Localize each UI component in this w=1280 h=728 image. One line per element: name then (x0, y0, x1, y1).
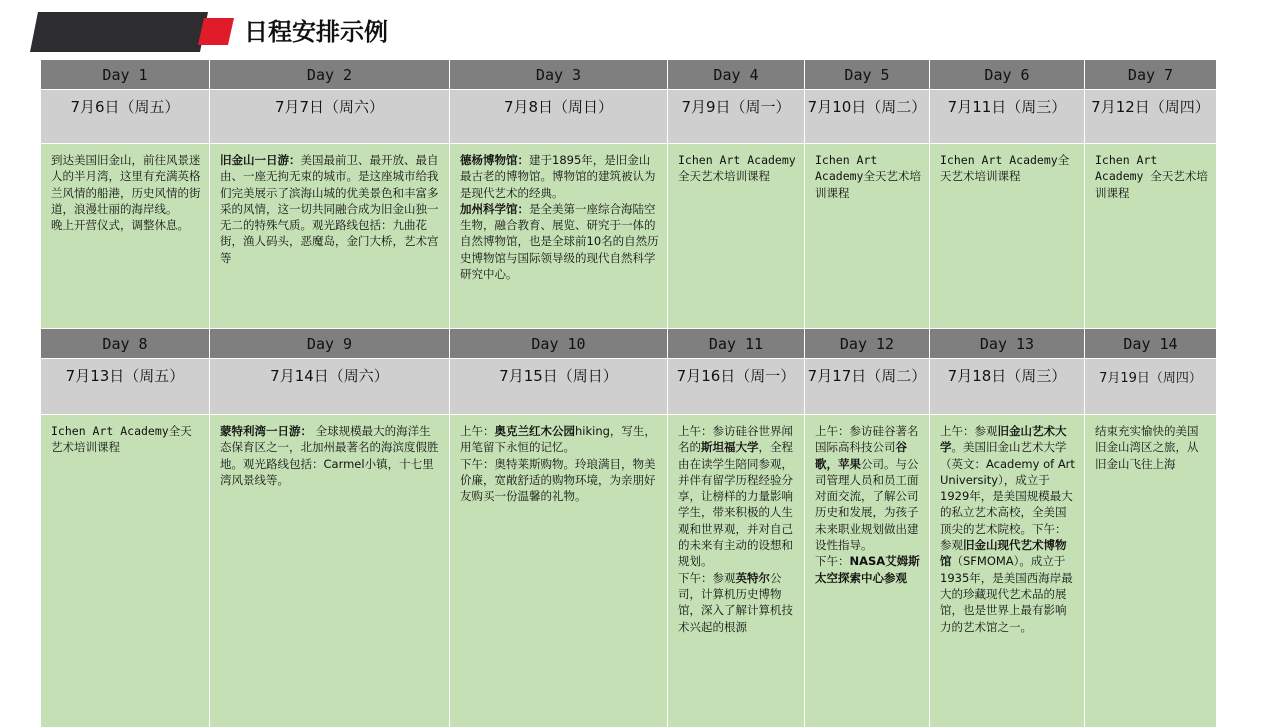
date-cell: 7月17日（周二） (805, 359, 930, 415)
day-label: Day 13 (930, 329, 1085, 359)
itinerary-text: （SFMOMA）。成立于1935年，是美国西海岸最大的珍藏现代艺术品的展馆，也是世界上最有影响力的艺术馆之一。 (940, 554, 1073, 634)
day-label: Day 8 (41, 329, 210, 359)
itinerary-cell (805, 144, 930, 329)
itinerary-text: Ichen Art Academy全天艺术培训课程 (678, 153, 796, 184)
itinerary-text: Ichen Art Academy全天艺术培训课程 (51, 424, 192, 455)
date-cell: 7月19日（周四） (1085, 359, 1217, 415)
itinerary-text: 下午：参观 (678, 570, 736, 585)
itinerary-cell (1085, 144, 1217, 329)
itinerary-text: 上午： (460, 424, 495, 438)
content-row-week2 (41, 415, 1217, 728)
highlight-text: 蒙特利湾一日游： (220, 424, 312, 438)
date-row-week1 (41, 90, 1217, 144)
itinerary-cell (450, 144, 668, 329)
itinerary-text: Ichen Art Academy全天艺术培训课程 (940, 153, 1070, 184)
itinerary-text: 。美国旧金山艺术大学（英文：Academy of Art University），成立于1929年，是美国规模最大的私立艺术高校，全美国顶尖的艺术院校。下午：参观 (940, 440, 1075, 553)
itinerary-text: 下午：奥特莱斯购物。玲琅满目，物美价廉，宽敞舒适的购物环境，为亲朋好友购买一份温馨的礼物。 (460, 456, 656, 504)
date-cell: 7月11日（周三） (930, 90, 1085, 144)
highlight-text: NASA艾姆斯太空探索中心参观 (815, 554, 920, 585)
itinerary-cell (210, 144, 450, 329)
itinerary-text: 全球规模最大的海洋生态保育区之一，北加州最著名的海滨度假胜地。观光路线包括：Carmel小镇，十七里湾风景线等。 (220, 424, 439, 487)
highlight-text: 谷歌，苹果 (815, 440, 907, 471)
itinerary-cell (450, 415, 668, 728)
date-cell: 7月10日（周二） (805, 90, 930, 144)
day-label: Day 3 (450, 60, 668, 90)
day-label: Day 1 (41, 60, 210, 90)
date-cell: 7月14日（周六） (210, 359, 450, 415)
date-cell: 7月18日（周三） (930, 359, 1085, 415)
day-header-row-week2 (41, 329, 1217, 359)
itinerary-cell (930, 144, 1085, 329)
date-cell: 7月8日（周日） (450, 90, 668, 144)
date-cell: 7月6日（周五） (41, 90, 210, 144)
day-label: Day 2 (210, 60, 450, 90)
date-cell: 7月7日（周六） (210, 90, 450, 144)
highlight-text: 奥克兰红木公园 (494, 424, 575, 438)
page-title: 日程安排示例 (244, 18, 388, 46)
highlight-text: 加州科学馆： (460, 201, 529, 216)
itinerary-text: 结束充实愉快的美国旧金山湾区之旅，从旧金山飞往上海 (1095, 424, 1199, 471)
itinerary-text: 上午：参访硅谷世界闻名的 (678, 424, 793, 455)
highlight-text: 旧金山一日游： (220, 153, 301, 167)
schedule-table (40, 59, 1217, 728)
day-header-row-week1 (41, 60, 1217, 90)
highlight-text: 旧金山艺术大学 (940, 424, 1067, 455)
highlight-text: 旧金山现代艺术博物馆 (940, 538, 1067, 569)
content-row-week1 (41, 144, 1217, 329)
highlight-text: 英特尔 (735, 570, 770, 585)
day-label: Day 7 (1085, 60, 1217, 90)
day-label: Day 9 (210, 329, 450, 359)
itinerary-text: ，全程由在读学生陪同参观，并伴有留学历程经验分享，让榜样的力量影响学生，带来积极的人生观和世界观，并对自己的未来有主动的设想和规划。 (678, 440, 793, 569)
date-cell: 7月16日（周一） (668, 359, 805, 415)
date-cell: 7月12日（周四） (1085, 90, 1217, 144)
itinerary-text: hiking，写生，用笔留下永恒的记忆。 (460, 424, 656, 455)
date-cell: 7月13日（周五） (41, 359, 210, 415)
itinerary-cell (41, 415, 210, 728)
highlight-text: 斯坦福大学 (701, 440, 759, 455)
itinerary-text: 上午：参访硅谷著名国际高科技公司 (815, 424, 919, 455)
day-label: Day 10 (450, 329, 668, 359)
itinerary-cell (668, 415, 805, 728)
itinerary-cell (210, 415, 450, 728)
title-decoration-dark-bar (30, 12, 208, 52)
itinerary-text: 到达美国旧金山，前往风景迷人的半月湾，这里有充满英格兰风情的船港，历史风情的街道，浪漫壮丽的海岸线。 (51, 153, 201, 216)
itinerary-text: 是全美第一座综合海陆空生物，融合教育、展览、研究于一体的自然博物馆，也是全球前10名的自然历史博物馆与国际领导级的现代自然科学研究中心。 (460, 201, 659, 282)
itinerary-cell (668, 144, 805, 329)
date-row-week2 (41, 359, 1217, 415)
itinerary-text: 公司，计算机历史博物馆，深入了解计算机技术兴起的根源 (678, 570, 793, 634)
itinerary-text: Ichen Art Academy全天艺术培训课程 (815, 153, 921, 200)
day-label: Day 11 (668, 329, 805, 359)
itinerary-text: 下午： (815, 554, 850, 569)
highlight-text: 德杨博物馆： (460, 153, 529, 167)
day-label: Day 6 (930, 60, 1085, 90)
itinerary-cell (1085, 415, 1217, 728)
itinerary-cell (41, 144, 210, 329)
day-label: Day 12 (805, 329, 930, 359)
itinerary-text: 晚上开营仪式，调整休息。 (51, 218, 189, 233)
day-label: Day 4 (668, 60, 805, 90)
itinerary-text: Ichen Art Academy 全天艺术培训课程 (1095, 153, 1208, 200)
day-label: Day 14 (1085, 329, 1217, 359)
day-label: Day 5 (805, 60, 930, 90)
itinerary-text: 公司。与公司管理人员和员工面对面交流，了解公司历史和发展，为孩子未来职业规划做出建设性指导。 (815, 456, 919, 553)
title-decoration-red-bar (198, 18, 234, 45)
itinerary-text: 上午：参观 (940, 424, 998, 438)
itinerary-cell (930, 415, 1085, 728)
itinerary-text: 美国最前卫、最开放、最自由、一座无拘无束的城市。是这座城市给我们完美展示了滨海山城的优美景色和丰富多采的风情，这一切共同融合成为旧金山独一无二的特殊气质。观光路线包括：九曲花街，渔人码头，恶魔岛，金门大桥，艺术宫等 (220, 153, 439, 265)
date-cell: 7月9日（周一） (668, 90, 805, 144)
itinerary-cell (805, 415, 930, 728)
date-cell: 7月15日（周日） (450, 359, 668, 415)
itinerary-text: 建于1895年，是旧金山最古老的博物馆。博物馆的建筑被认为是现代艺术的经典。 (460, 153, 656, 200)
